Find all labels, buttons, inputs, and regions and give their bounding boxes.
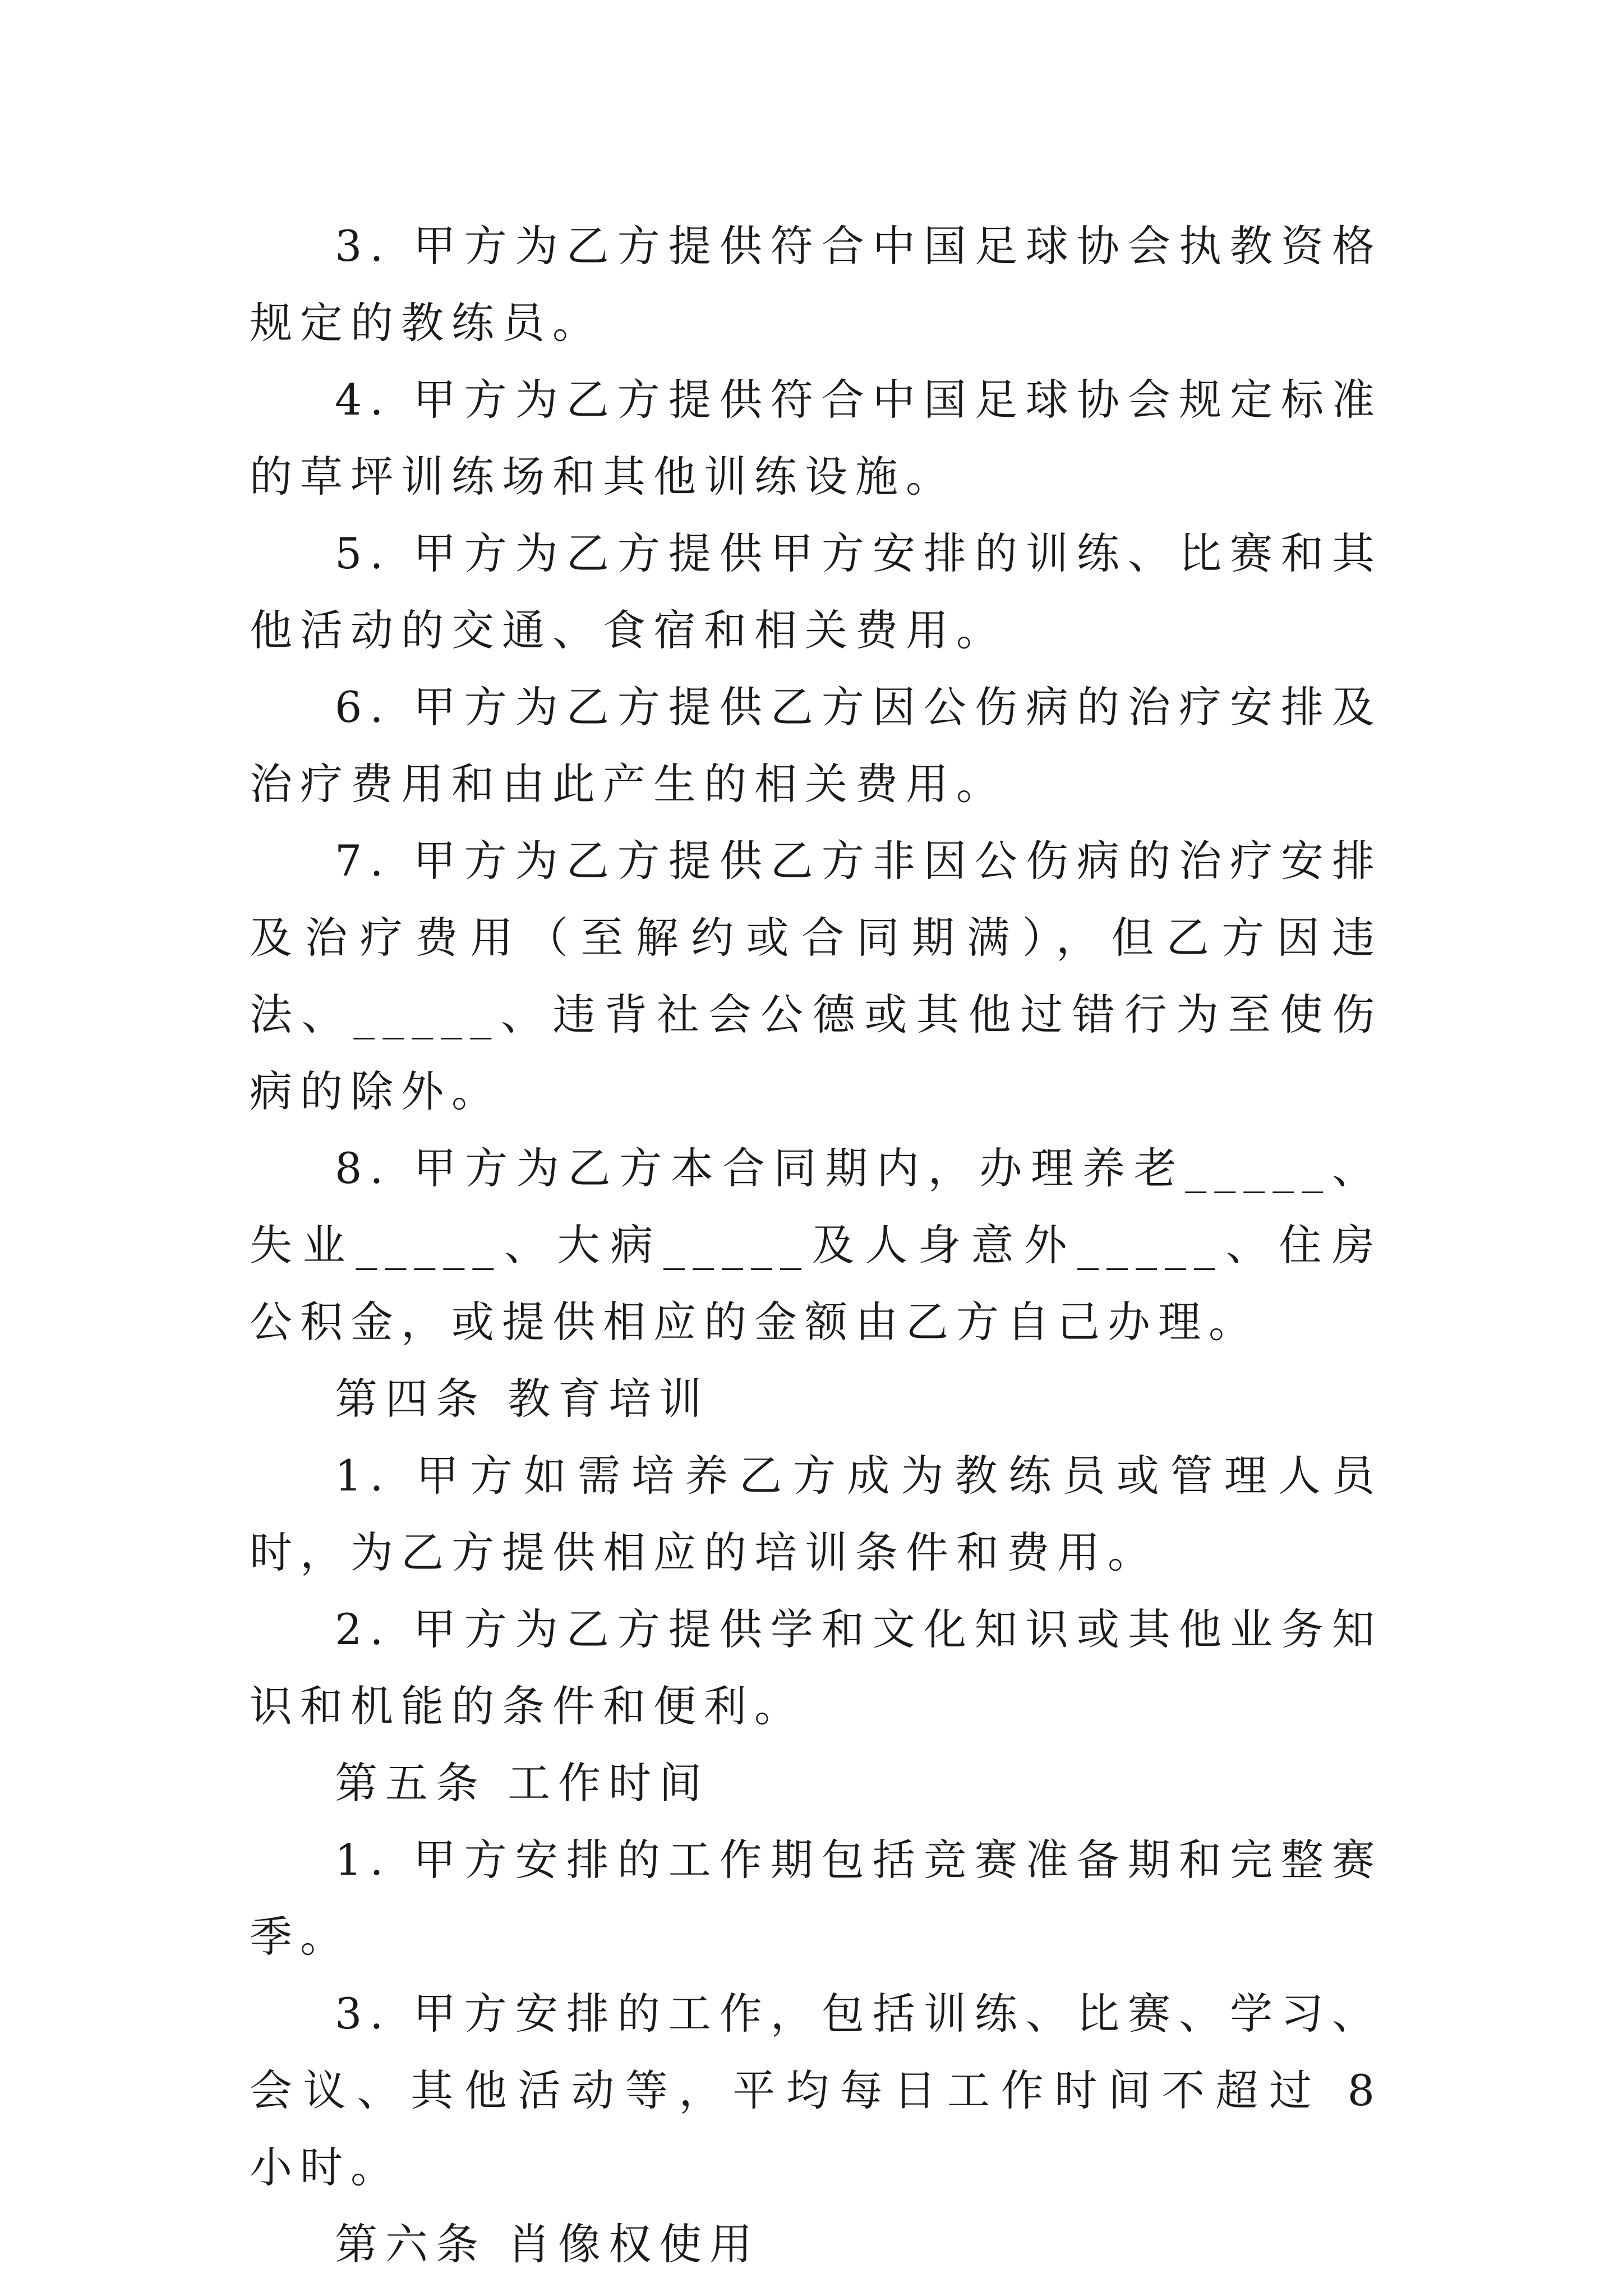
paragraph-item-4: 4. 甲方为乙方提供符合中国足球协会规定标准的草坪训练场和其他训练设施。	[250, 375, 1382, 501]
document-body	[250, 208, 1382, 2283]
paragraph-training-2: 2. 甲方为乙方提供学和文化知识或其他业务知识和机能的条件和便利。	[250, 1604, 1382, 1731]
paragraph-item-5: 5. 甲方为乙方提供甲方安排的训练、比赛和其他活动的交通、食宿和相关费用。	[250, 528, 1382, 655]
paragraph-item-6: 6. 甲方为乙方提供乙方因公伤病的治疗安排及治疗费用和由此产生的相关费用。	[250, 682, 1382, 809]
paragraph-item-3: 3. 甲方为乙方提供符合中国足球协会执教资格规定的教练员。	[250, 221, 1382, 348]
paragraph-worktime-1: 1. 甲方安排的工作期包括竞赛准备期和完整赛季。	[250, 1835, 1382, 1962]
paragraph-item-8: 8. 甲方为乙方本合同期内，办理养老_____、失业_____、大病_____及人身意外_____、住房公积金，或提供相应的金额由乙方自己办理。	[250, 1143, 1382, 1347]
section-heading-article-4: 第四条 教育培训	[335, 1374, 710, 1424]
paragraph-item-7: 7. 甲方为乙方提供乙方非因公伤病的治疗安排及治疗费用（至解约或合同期满），但乙方因违法、_____、违背社会公德或其他过错行为至使伤病的除外。	[250, 836, 1382, 1116]
section-heading-article-5: 第五条 工作时间	[335, 1758, 710, 1808]
paragraph-training-1: 1. 甲方如需培养乙方成为教练员或管理人员时，为乙方提供相应的培训条件和费用。	[250, 1451, 1382, 1577]
paragraph-worktime-3: 3. 甲方安排的工作，包括训练、比赛、学习、会议、其他活动等，平均每日工作时间不超过 8 小时。	[250, 1989, 1382, 2192]
section-heading-article-6: 第六条 肖像权使用	[335, 2219, 760, 2269]
